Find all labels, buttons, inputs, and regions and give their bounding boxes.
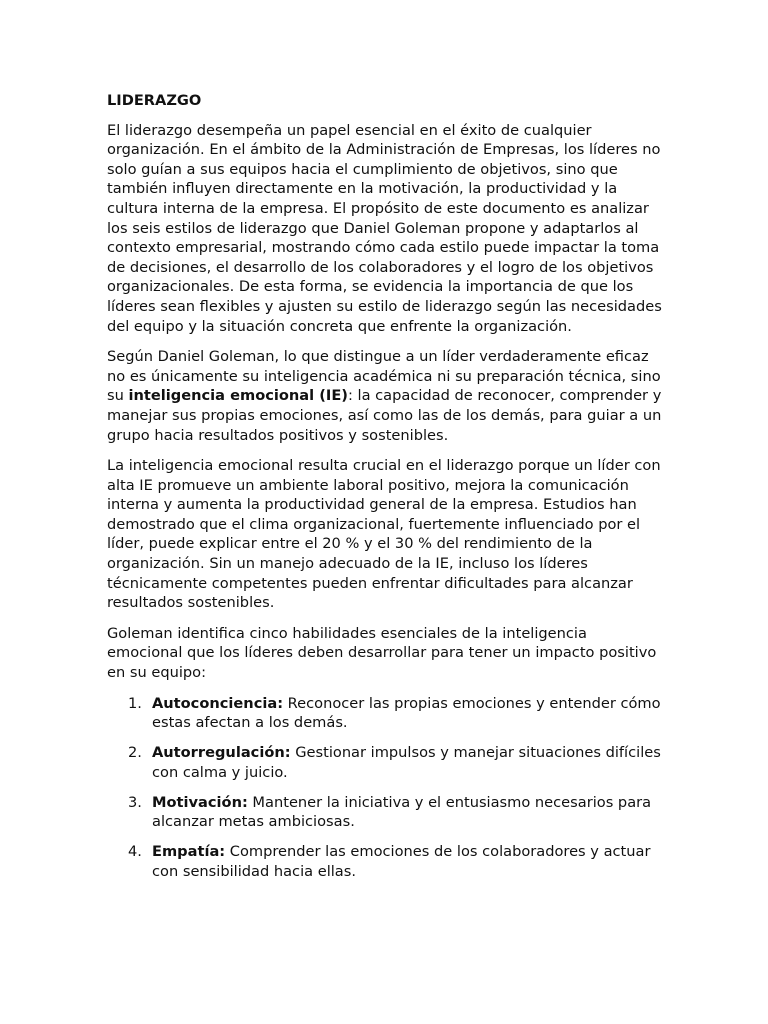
list-term: Autoconciencia: (152, 694, 284, 712)
list-item (107, 743, 665, 782)
paragraph-skills-intro: Goleman identifica cinco habilidades esenciales de la inteligencia emocional que los líderes deben desarrollar para tener un impacto positivo en su equipo: (107, 624, 657, 682)
list-term: Motivación: (152, 793, 248, 811)
document-page (107, 91, 665, 892)
list-number: 3. (128, 793, 142, 811)
paragraph-goleman-definition (107, 347, 665, 445)
skills-list (107, 694, 665, 882)
list-text: Mantener la iniciativa y el entusiasmo necesarios para alcanzar metas ambiciosas. (152, 793, 652, 831)
list-term: Empatía: (152, 843, 226, 861)
list-number: 4. (128, 843, 142, 861)
paragraph-text: : la capacidad de reconocer, comprender y manejar sus propias emociones, así como las de los demás, para guiar a un grupo hacia resultados positivos y sostenibles. (107, 387, 662, 444)
list-item (107, 842, 665, 881)
list-text: Reconocer las propias emociones y entender cómo estas afectan a los demás. (152, 694, 661, 732)
list-item (107, 793, 665, 832)
list-text: Gestionar impulsos y manejar situaciones difíciles con calma y juicio. (152, 744, 661, 781)
list-number: 2. (128, 744, 142, 762)
paragraph-intro: El liderazgo desempeña un papel esencial en el éxito de cualquier organización. En el ámbito de la Administración de Empresas, los líderes no solo guían a sus equipos hacia el cumplimiento de objetivos, sino que también influyen directamente en la motivación, la productividad y la cultura interna de la empresa. El propósito de este documento es analizar los seis estilos de liderazgo que Daniel Goleman propone y adaptarlos al contexto empresarial, mostrando cómo cada estilo puede impactar la toma de decisiones, el desarrollo de los colaboradores y el logro de los objetivos organizacionales. De esta forma, se evidencia la importancia de que los líderes sean flexibles y ajusten su estilo de liderazgo según las necesidades del equipo y la situación concreta que enfrente la organización. (107, 121, 662, 335)
paragraph-ie-importance: La inteligencia emocional resulta crucial en el liderazgo porque un líder con alta IE promueve un ambiente laboral positivo, mejora la comunicación interna y aumenta la productividad general de la empresa. Estudios han demostrado que el clima organizacional, fuertemente influenciado por el líder, puede explicar entre el 20 % y el 30 % del rendimiento de la organización. Sin un manejo adecuado de la IE, incluso los líderes técnicamente competentes pueden enfrentar dificultades para alcanzar resultados sostenibles. (107, 457, 661, 612)
list-text: Comprender las emociones de los colaboradores y actuar con sensibilidad hacia ellas. (152, 843, 651, 880)
paragraph-text: Según Daniel Goleman, lo que distingue a un líder verdaderamente eficaz no es únicamente su inteligencia académica ni su preparación técnica, sino su (107, 348, 661, 405)
list-number: 1. (128, 694, 142, 712)
list-term: Autorregulación: (152, 744, 291, 762)
emphasis-term: inteligencia emocional (IE) (128, 387, 348, 405)
document-title: LIDERAZGO (107, 92, 202, 109)
list-item (107, 694, 665, 733)
